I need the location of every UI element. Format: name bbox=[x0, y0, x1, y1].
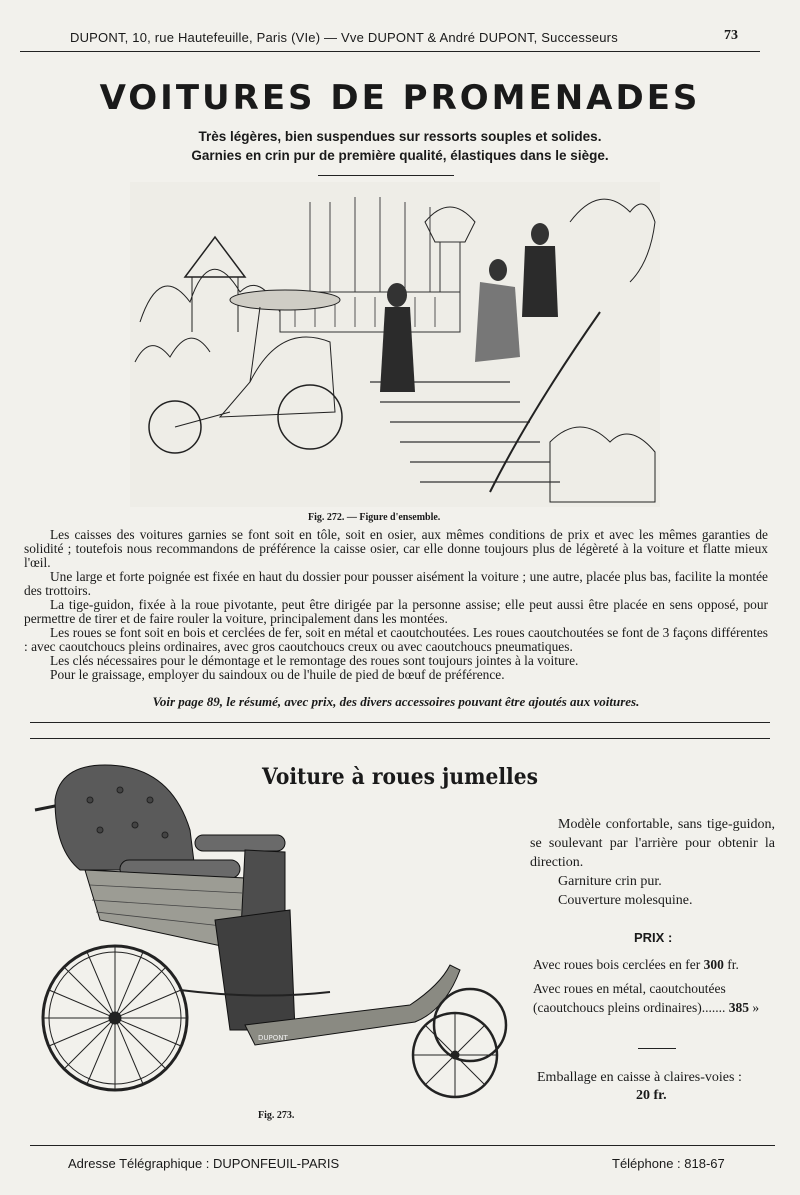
price-2-value: 385 bbox=[728, 1000, 749, 1015]
description-line-1: Modèle confortable, sans tige-guidon, se soulevant par l'arrière pour obtenir la direction. bbox=[530, 817, 775, 870]
telephone-number: Téléphone : 818-67 bbox=[612, 1156, 725, 1171]
figure-272-caption: Fig. 272. — Figure d'ensemble. bbox=[308, 512, 441, 523]
description-line-3: Couverture molesquine. bbox=[558, 893, 693, 908]
description-line-2: Garniture crin pur. bbox=[558, 874, 662, 889]
paragraph-6: Pour le graissage, employer du saindoux ou de l'huile de pied de bœuf de préférence. bbox=[50, 667, 505, 682]
header-rule bbox=[20, 51, 760, 52]
price-1-value: 300 bbox=[703, 957, 724, 972]
price-row-1 bbox=[533, 955, 783, 974]
section-rule-b bbox=[30, 738, 770, 739]
title-divider bbox=[318, 175, 454, 176]
section-rule-a bbox=[30, 722, 770, 723]
price-2-unit: » bbox=[752, 1000, 760, 1015]
page-number: 73 bbox=[724, 28, 738, 43]
paragraph-3: La tige-guidon, fixée à la roue pivotante, peut être dirigée par la personne assise; elle peut aussi être placée en sens opposé, pour permettre de tirer et de faire rouler la voiture, principalement dans les montées. bbox=[24, 597, 768, 626]
prix-heading: PRIX : bbox=[634, 930, 673, 945]
price-2-label: Avec roues en métal, caoutchoutées (caoutchoucs pleins ordinaires)....... bbox=[533, 981, 726, 1015]
cart-brand-label: DUPONT bbox=[258, 1034, 288, 1042]
price-row-2 bbox=[533, 979, 763, 1017]
emballage-label: Emballage en caisse à claires-voies : bbox=[537, 1070, 742, 1085]
price-1-label: Avec roues bois cerclées en fer bbox=[533, 957, 701, 972]
product-description bbox=[530, 815, 775, 910]
subtitle-line-2: Garnies en crin pur de première qualité, élastiques dans le siège. bbox=[191, 148, 609, 163]
section-2-title: Voiture à roues jumelles bbox=[261, 764, 539, 790]
subtitle-line-1: Très légères, bien suspendues sur ressorts souples et solides. bbox=[198, 129, 602, 144]
paragraph-4: Les roues se font soit en bois et cerclées de fer, soit en métal et caoutchoutées. Les roues caoutchoutées se font de 3 façons différentes : avec caoutchoucs pleins ordinaires, avec gros caoutchoucs creux ou avec caoutchoucs pneumatiques. bbox=[24, 625, 768, 654]
figure-273-illustration bbox=[30, 760, 520, 1105]
price-divider bbox=[638, 1048, 676, 1049]
price-1-unit: fr. bbox=[727, 957, 739, 972]
description-text bbox=[24, 528, 768, 682]
paragraph-1: Les caisses des voitures garnies se font soit en tôle, soit en osier, aux mêmes conditions de prix et avec les mêmes garanties de solidité ; toutefois nous recommandons de préférence la caisse osier, car elle donne toujours plus de légèreté à la voiture et flatte mieux l'œil. bbox=[24, 527, 768, 570]
emballage-value: 20 fr. bbox=[636, 1088, 667, 1103]
telegraph-address: Adresse Télégraphique : DUPONFEUIL-PARIS bbox=[68, 1156, 340, 1171]
figure-273-caption: Fig. 273. bbox=[258, 1110, 295, 1121]
paragraph-5: Les clés nécessaires pour le démontage et le remontage des roues sont toujours jointes à la voiture. bbox=[50, 653, 579, 668]
figure-272-illustration bbox=[130, 182, 660, 507]
running-header: DUPONT, 10, rue Hautefeuille, Paris (VIe) — Vve DUPONT & André DUPONT, Successeurs bbox=[70, 30, 618, 45]
paragraph-2: Une large et forte poignée est fixée en haut du dossier pour pousser aisément la voiture ; une autre, placée plus bas, facilite la montée des trottoirs. bbox=[24, 569, 768, 598]
page-title: VOITURES DE PROMENADES bbox=[99, 78, 701, 118]
footer-rule bbox=[30, 1145, 775, 1146]
accessories-note: Voir page 89, le résumé, avec prix, des divers accessoires pouvant être ajoutés aux voitures. bbox=[152, 694, 640, 709]
